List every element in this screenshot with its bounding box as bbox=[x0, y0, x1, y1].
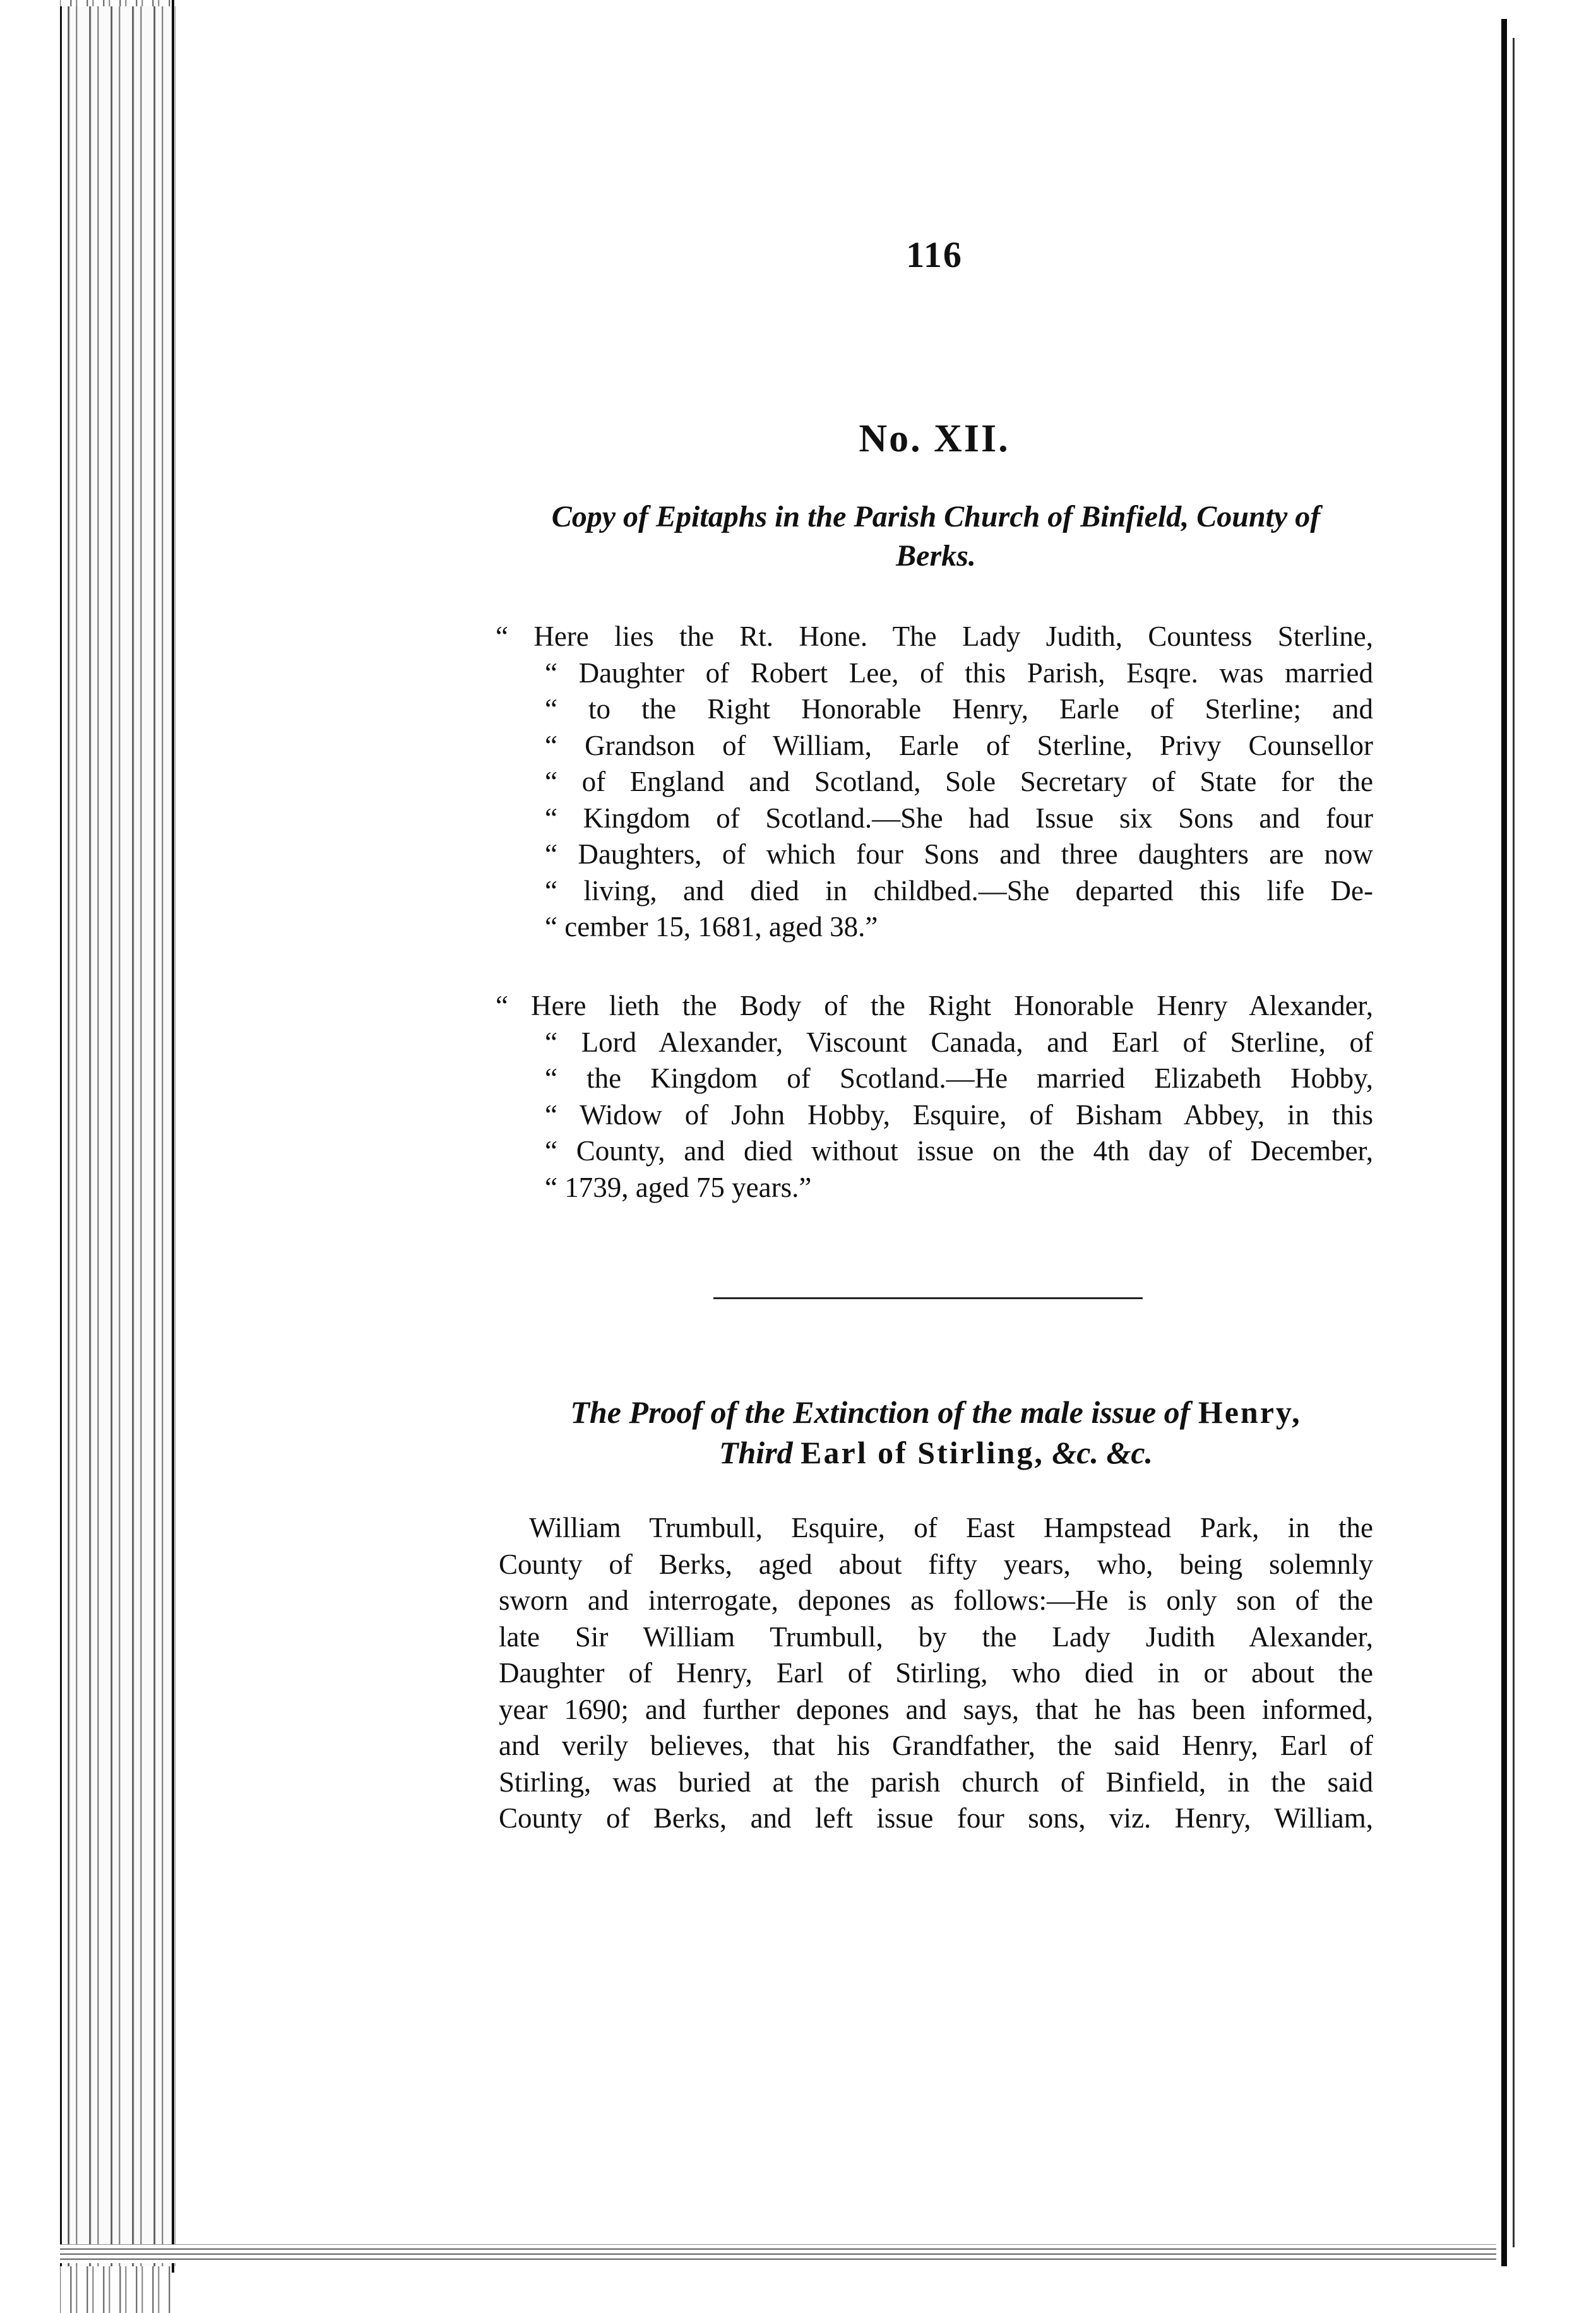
proof-heading-line-2 bbox=[496, 1432, 1376, 1473]
text-line: William Trumbull, Esquire, of East Hampstead Park, in the bbox=[529, 1512, 1373, 1543]
text-line: “ the Kingdom of Scotland.—He married Elizabeth Hobby, bbox=[545, 1062, 1373, 1094]
epitaph-title-line-2: Berks. bbox=[896, 539, 976, 573]
page-border-line bbox=[172, 0, 174, 2273]
text-line: Daughter of Henry, Earl of Stirling, who died in or about the bbox=[499, 1657, 1373, 1689]
text-line: County of Berks, aged about fifty years, who, being solemnly bbox=[499, 1548, 1373, 1580]
text-line: “ to the Right Honorable Henry, Earle of Sterline; and bbox=[545, 693, 1373, 725]
scan-margin bbox=[0, 0, 60, 2313]
epitaph-lady-judith bbox=[496, 619, 1373, 946]
book-page-stack bbox=[60, 6, 176, 2266]
text-line: year 1690; and further depones and says, that he has been informed, bbox=[499, 1693, 1373, 1725]
epitaph-title-line-1: Copy of Epitaphs in the Parish Church of Binfield, County of bbox=[551, 500, 1321, 533]
text-line: “ Kingdom of Scotland.—She had Issue six Sons and four bbox=[545, 802, 1373, 834]
text-line: Stirling, was buried at the parish church of Binfield, in the said bbox=[499, 1766, 1373, 1798]
proof-heading-italic: Third bbox=[718, 1435, 793, 1470]
text-line: “ 1739, aged 75 years.” bbox=[545, 1171, 812, 1203]
text-line: “ cember 15, 1681, aged 38.” bbox=[545, 911, 878, 942]
text-line: “ Lord Alexander, Viscount Canada, and Earl of Sterline, of bbox=[545, 1026, 1373, 1058]
text-line: and verily believes, that his Grandfather, the said Henry, Earl of bbox=[499, 1730, 1373, 1761]
right-gutter-line bbox=[1513, 38, 1515, 2247]
proof-heading bbox=[496, 1392, 1376, 1473]
text-line: “ Daughters, of which four Sons and three daughters are now bbox=[545, 838, 1373, 870]
page-number: 116 bbox=[906, 234, 963, 275]
book-bottom-edge bbox=[60, 2244, 1512, 2263]
text-line: “ Here lieth the Body of the Right Honorable Henry Alexander, bbox=[496, 990, 1373, 1021]
text-line: late Sir William Trumbull, by the Lady Judith Alexander, bbox=[499, 1620, 1373, 1653]
text-line: “ living, and died in childbed.—She departed this life De- bbox=[545, 874, 1373, 907]
section-divider bbox=[713, 1297, 1143, 1299]
right-gutter bbox=[1496, 0, 1596, 2313]
epitaph-henry-alexander bbox=[496, 988, 1373, 1206]
text-line: “ of England and Scotland, Sole Secretary of State for the bbox=[545, 766, 1373, 797]
proof-heading-caps: Henry, bbox=[1198, 1394, 1302, 1430]
epitaph-title bbox=[496, 497, 1376, 576]
proof-heading-caps: Earl of Stirling, bbox=[801, 1435, 1044, 1470]
text-line: “ Here lies the Rt. Hone. The Lady Judith, Countess Sterline, bbox=[496, 621, 1373, 652]
text-line: County of Berks, and left issue four sons, viz. Henry, William, bbox=[499, 1802, 1373, 1834]
text-line: “ Daughter of Robert Lee, of this Parish, Esqre. was married bbox=[545, 657, 1373, 689]
section-number: No. XII. bbox=[859, 417, 1010, 460]
proof-heading-line-1 bbox=[496, 1392, 1376, 1432]
right-gutter-shadow bbox=[1501, 19, 1507, 2266]
text-line: “ County, and died without issue on the 4th day of December, bbox=[545, 1135, 1373, 1167]
proof-body bbox=[499, 1510, 1373, 1837]
proof-heading-etc: &c. &c. bbox=[1052, 1435, 1153, 1470]
text-line: sworn and interrogate, depones as follows:—He is only son of the bbox=[499, 1585, 1373, 1616]
proof-heading-italic: The Proof of the Extinction of the male issue of bbox=[570, 1394, 1191, 1430]
text-line: “ Widow of John Hobby, Esquire, of Bisham Abbey, in this bbox=[545, 1098, 1373, 1131]
text-line: “ Grandson of William, Earle of Sterline, Privy Counsellor bbox=[545, 729, 1373, 761]
